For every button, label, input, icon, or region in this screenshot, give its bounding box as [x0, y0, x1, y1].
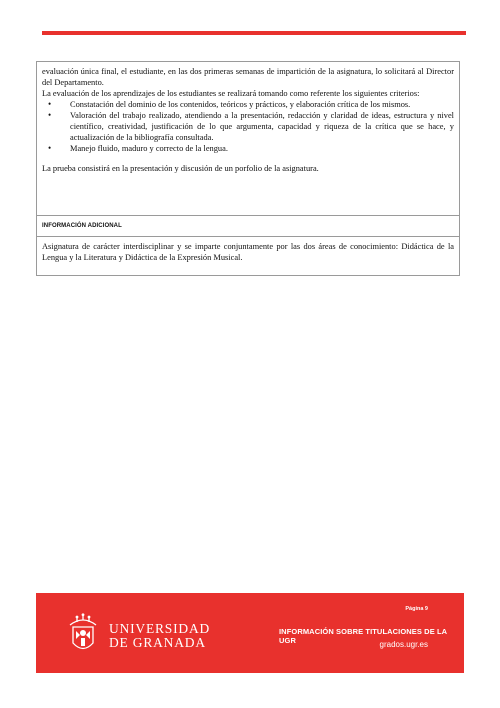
eval-paragraph-1: evaluación única final, el estudiante, en las dos primeras semanas de impartición de la asignatura, lo solicitará al Director del Departamento. — [42, 67, 454, 87]
evaluation-section — [37, 62, 459, 215]
website-link[interactable]: grados.ugr.es — [379, 640, 428, 649]
university-name-line: DE GRANADA — [109, 635, 206, 650]
degree-info-title: INFORMACIÓN SOBRE TITULACIONES DE LA UGR — [279, 627, 447, 645]
guide-content-table — [36, 61, 460, 276]
additional-info-header: INFORMACIÓN ADICIONAL — [42, 223, 122, 229]
eval-paragraph-2: La evaluación de los aprendizajes de los estudiantes se realizará tomando como referente los siguientes criterios: — [42, 89, 420, 98]
university-seal-icon — [66, 613, 100, 657]
page-footer — [36, 593, 464, 673]
page-number: Página 9 — [405, 606, 428, 612]
criteria-item: • Valoración del trabajo realizado, atendiendo a la presentación, redacción y claridad de ideas, estructura y nivel científico, creatividad, justificación de lo que argumenta, capacidad y riqueza de la crítica que se hace, y actualización de la bibliografía consultada. — [70, 110, 454, 143]
header-accent-rule — [42, 31, 466, 35]
criteria-item: • Manejo fluido, maduro y correcto de la lengua. — [70, 143, 454, 154]
criteria-item: • Constatación del dominio de los contenidos, teóricos y prácticos, y elaboración crítica de los mismos. — [70, 99, 454, 110]
eval-paragraph-3: La prueba consistirá en la presentación y discusión de un porfolio de la asignatura. — [42, 164, 319, 173]
university-name-line: UNIVERSIDAD — [109, 621, 211, 636]
criteria-list — [42, 99, 454, 154]
additional-info-text: Asignatura de carácter interdisciplinar y se imparte conjuntamente por las dos áreas de conocimiento: Didáctica de la Lengua y la Literatura y Didáctica de la Expresión Musical. — [42, 242, 454, 262]
university-name — [109, 622, 210, 650]
